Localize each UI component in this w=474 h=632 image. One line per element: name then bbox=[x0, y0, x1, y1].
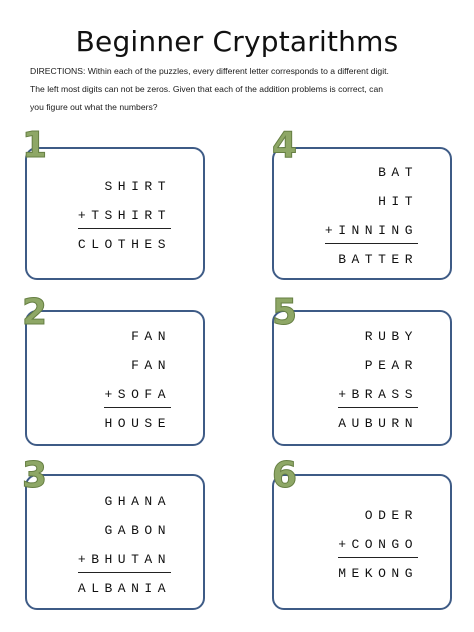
puzzle-1-box bbox=[25, 147, 205, 280]
puzzle-4-row-2: HIT bbox=[378, 194, 418, 209]
puzzle-6-box bbox=[272, 474, 452, 610]
puzzle-6-number: 6 bbox=[272, 455, 298, 496]
puzzle-5-number: 5 bbox=[272, 292, 298, 333]
puzzle-1-number: 1 bbox=[22, 125, 48, 166]
puzzle-4-sum: BATTER bbox=[338, 252, 418, 267]
puzzle-5-row-2: PEAR bbox=[364, 358, 418, 373]
puzzle-1-sum: CLOTHES bbox=[77, 237, 171, 252]
puzzle-2-row-1: FAN bbox=[131, 329, 171, 344]
puzzle-5-box bbox=[272, 310, 452, 446]
puzzle-6-sum: MEKONG bbox=[338, 566, 418, 581]
puzzle-3-sum: ALBANIA bbox=[77, 581, 171, 596]
puzzle-4-number: 4 bbox=[272, 125, 298, 166]
puzzle-3-number: 3 bbox=[22, 455, 48, 496]
puzzle-2-sum: HOUSE bbox=[104, 416, 171, 431]
puzzle-5-sum: AUBURN bbox=[338, 416, 418, 431]
puzzle-3-row-1: GHANA bbox=[104, 494, 171, 509]
puzzle-2-box bbox=[25, 310, 205, 446]
directions-line-2: The left most digits can not be zeros. Given that each of the addition problems is correct, can bbox=[30, 84, 384, 94]
puzzle-2-number: 2 bbox=[22, 292, 48, 333]
puzzle-4-box bbox=[272, 147, 452, 280]
directions-line-1: DIRECTIONS: Within each of the puzzles, every different letter corresponds to a different digit. bbox=[30, 66, 389, 76]
puzzle-2-row-3: +SOFA bbox=[104, 387, 171, 408]
puzzle-6-row-2: +CONGO bbox=[338, 537, 418, 558]
puzzle-2-row-2: FAN bbox=[131, 358, 171, 373]
puzzle-4-row-3: +INNING bbox=[325, 223, 418, 244]
puzzle-3-row-2: GABON bbox=[104, 523, 171, 538]
puzzle-5-row-1: RUBY bbox=[364, 329, 418, 344]
puzzle-3-row-3: +BHUTAN bbox=[78, 552, 171, 573]
puzzle-3-box bbox=[25, 474, 205, 610]
puzzle-1-row-1: SHIRT bbox=[104, 179, 171, 194]
directions bbox=[30, 62, 460, 116]
puzzle-1-row-2: +TSHIRT bbox=[78, 208, 171, 229]
directions-line-3: you figure out what the numbers? bbox=[30, 102, 158, 112]
puzzle-4-row-1: BAT bbox=[378, 165, 418, 180]
puzzle-6-row-1: ODER bbox=[364, 508, 418, 523]
puzzle-5-row-3: +BRASS bbox=[338, 387, 418, 408]
page-title: Beginner Cryptarithms bbox=[75, 24, 399, 58]
